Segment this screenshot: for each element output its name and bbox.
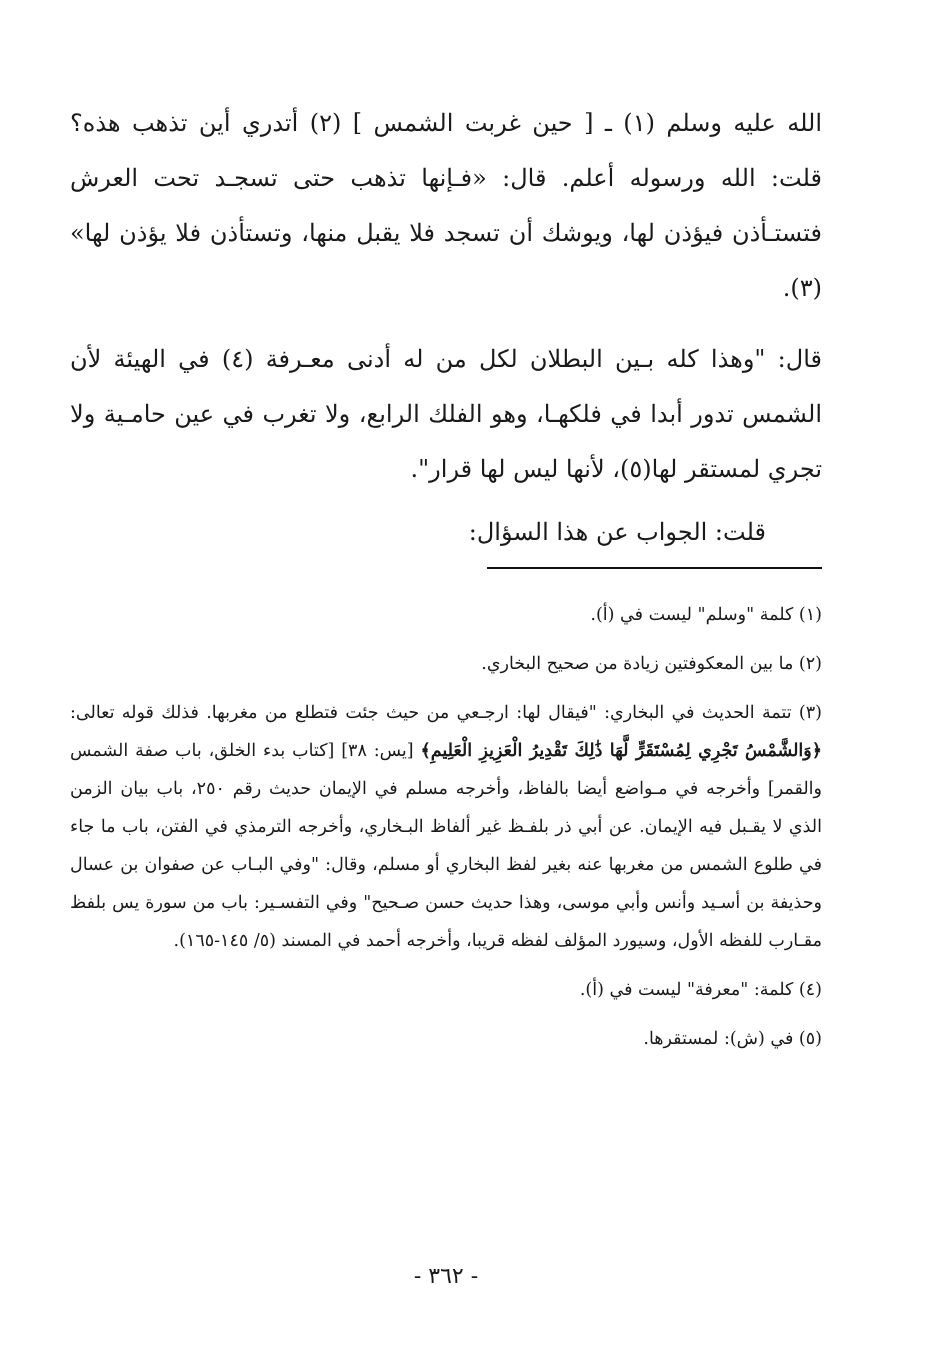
footnote-3-text-start: (٣) تتمة الحديث في البخاري: "فيقال لها: ارجـعي من حيث جئت فتطلع من مغربها. فذلك قوله تعالى: <box>70 703 822 723</box>
footnotes <box>70 596 822 1069</box>
paragraph-answer-heading: قلت: الجواب عن هذا السؤال: <box>468 518 766 546</box>
page-number: - ٣٦٢ - <box>413 1264 479 1289</box>
footnote-4: (٤) كلمة: "معرفة" ليست في (أ). <box>579 980 822 1000</box>
footnote-divider <box>487 567 822 569</box>
paragraph-hadith: الله عليه وسلم (١) ـ [ حين غربت الشمس ] (٢) أتدري أين تذهب هذه؟ قلت: الله ورسوله أعلم. قال: «فـإنها تذهب حتى تسجـد تحت العرش فتستـأذن فيؤذن لها، ويوشك أن تسجد فلا يقبل منها، وتستأذن فلا يؤذن لها» (٣). <box>70 109 823 302</box>
book-page <box>70 96 822 1296</box>
footnote-1: (١) كلمة "وسلم" ليست في (أ). <box>590 605 822 625</box>
footnote-3-text-end: [يس: ٣٨] [كتاب بدء الخلق، باب صفة الشمس والقمر] وأخرجه في مـواضع أيضا بالفاظ، وأخرجه مسلم في الإيمان حديث رقم ٢٥٠، باب بيان الزمن الذي لا يقـبل فيه الإيمان. عن أبي ذر بلفـظ غير ألفاظ البـخاري، وأخرجه الترمذي في الفتن، باب ما جاء في طلوع الشمس من مغربها عنه بغير لفظ البخاري أو مسلم، وقال: "وفي البـاب عن صفوان بن عسال وحذيفة بن أسـيد وأنس وأبي موسى، وهذا حديث حسن صـحيح" وفي التفسـير: باب من سورة يس بلفظ مقـارب للفظه الأول، وسيورد المؤلف لفظه قريبا، وأخرجه أحمد في المسند (٥/ ١٤٥-١٦٥). <box>70 741 822 951</box>
footnote-3-quran-verse: ﴿وَالشَّمْسُ تَجْرِي لِمُسْتَقَرٍّ لَّهَا ذَٰلِكَ تَقْدِيرُ الْعَزِيزِ الْعَلِيمِ﴾ <box>420 741 822 761</box>
footnote-2: (٢) ما بين المعكوفتين زيادة من صحيح البخاري. <box>481 654 822 674</box>
footnote-3 <box>70 694 822 960</box>
paragraph-objection: قال: "وهذا كله بـين البطلان لكل من له أدنى معـرفة (٤) في الهيئة لأن الشمس تدور أبدا في فلكهـا، وهو الفلك الرابع، ولا تغرب في عين حامـية ولا تجري لمستقر لها(٥)، لأنها ليس لها قرار". <box>70 345 822 483</box>
footnote-5: (٥) في (ش): لمستقرها. <box>643 1029 822 1049</box>
main-text <box>70 96 822 560</box>
